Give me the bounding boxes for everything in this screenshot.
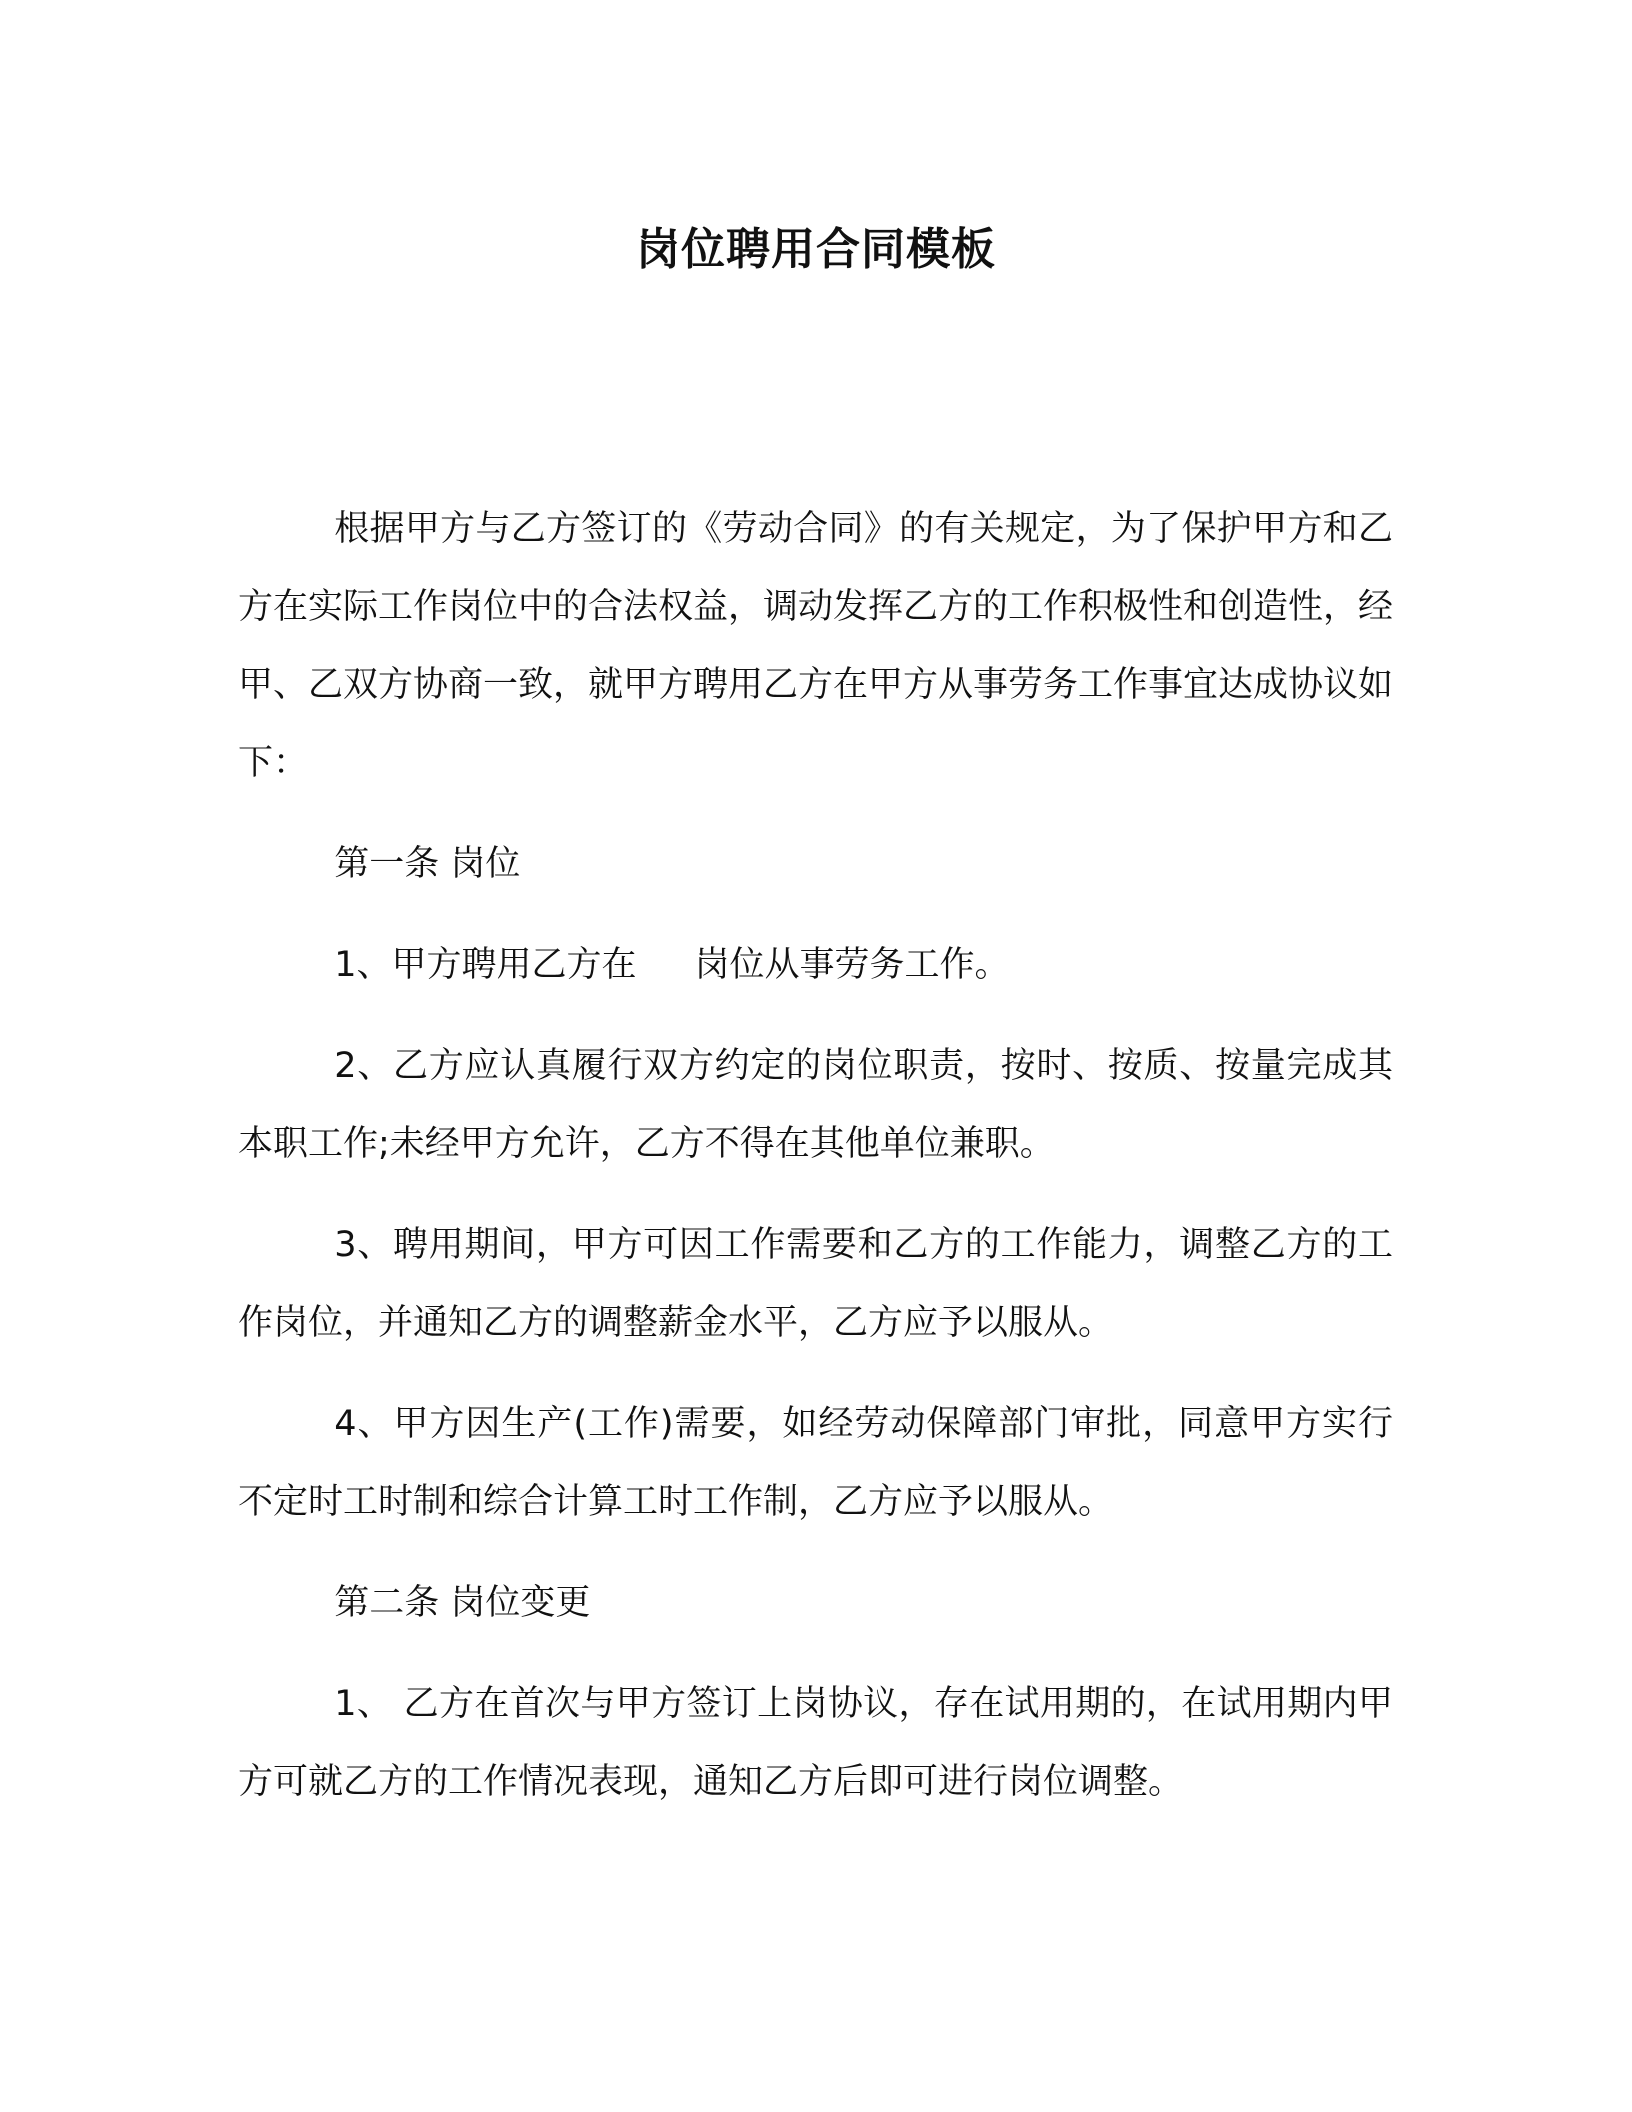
article-1-item-1: [238, 926, 1393, 1004]
document-title: 岗位聘用合同模板: [636, 224, 996, 275]
article-1-item-3: 3、聘用期间，甲方可因工作需要和乙方的工作能力，调整乙方的工作岗位，并通知乙方的调整薪金水平，乙方应予以服从。: [238, 1225, 1393, 1343]
article-1-item-1-before: 1、甲方聘用乙方在: [334, 945, 637, 985]
document-body: [238, 490, 1393, 1821]
article-2-heading: 第二条 岗位变更: [334, 1583, 591, 1623]
article-1-item-2: 2、乙方应认真履行双方约定的岗位职责，按时、按质、按量完成其本职工作;未经甲方允许，乙方不得在其他单位兼职。: [238, 1046, 1393, 1164]
article-1-item-1-after: 岗位从事劳务工作。: [694, 945, 1010, 985]
article-1-heading: 第一条 岗位: [334, 844, 521, 884]
intro-paragraph: 根据甲方与乙方签订的《劳动合同》的有关规定，为了保护甲方和乙方在实际工作岗位中的合法权益，调动发挥乙方的工作积极性和创造性，经甲、乙双方协商一致，就甲方聘用乙方在甲方从事劳务工作事宜达成协议如下：: [238, 509, 1394, 783]
article-2-item-1: 1、 乙方在首次与甲方签订上岗协议，存在试用期的，在试用期内甲方可就乙方的工作情况表现，通知乙方后即可进行岗位调整。: [238, 1684, 1393, 1802]
article-1-item-4: 4、甲方因生产(工作)需要，如经劳动保障部门审批，同意甲方实行不定时工时制和综合计算工时工作制，乙方应予以服从。: [238, 1404, 1393, 1522]
